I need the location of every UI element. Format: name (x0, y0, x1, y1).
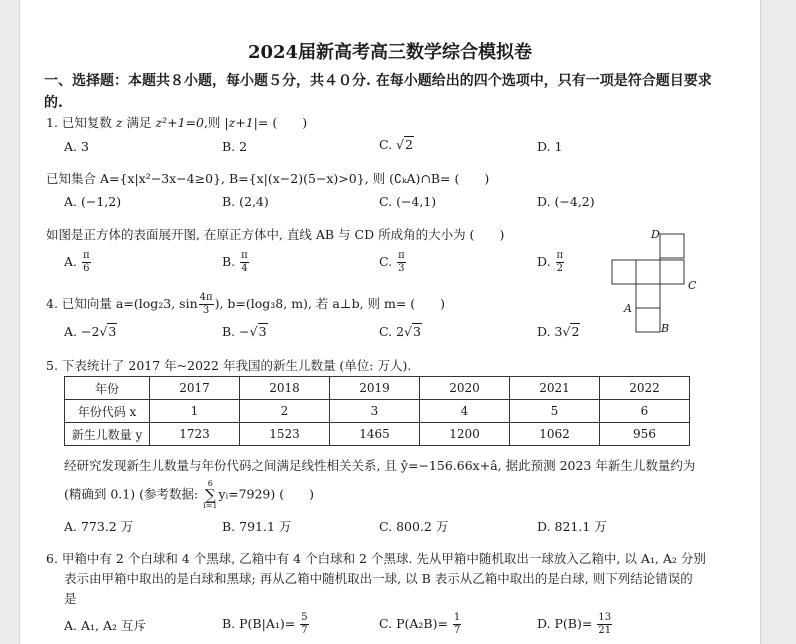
table-cell: 1062 (510, 423, 600, 446)
question-2: 已知集合 A={x|x²−3x−4≥0}, B={x|(x−2)(5−x)>0}, 则 (∁ₖA)∩B= ( ) (46, 171, 490, 186)
variable: z (115, 115, 123, 130)
question-number: 6. (46, 551, 58, 566)
denominator: 7 (301, 625, 308, 636)
question-1 (46, 113, 307, 131)
question-text: 已知向量 (61, 296, 112, 311)
option-d: D. (−4,2) (537, 194, 595, 209)
question-text: yᵢ=7929) ( ) (218, 486, 314, 502)
numerator: π (556, 250, 564, 261)
option-b: B. (2,4) (222, 194, 269, 209)
option-label: C. 2 (379, 324, 405, 339)
option-d: D. 3√2 (537, 324, 580, 339)
vertex-label-a: A (624, 302, 632, 315)
answer-paren: ( ) (272, 115, 308, 130)
numerator: 13 (598, 612, 612, 623)
sum-lower: i=1 (203, 501, 218, 510)
option-b: B. −√3 (222, 324, 267, 339)
data-table (64, 376, 690, 446)
option-label: C. (379, 254, 393, 269)
table-row (65, 423, 690, 446)
option-d: D. 821.1 万 (537, 519, 607, 534)
net-face (660, 234, 684, 258)
table-header-cell: 新生儿数量 y (65, 423, 150, 446)
option-label: B. (222, 254, 236, 269)
table-cell: 2018 (240, 377, 330, 400)
net-face (636, 308, 660, 332)
option-c: C. 800.2 万 (379, 519, 449, 534)
table-cell: 2020 (420, 377, 510, 400)
net-face (612, 260, 636, 284)
sum-upper: 6 (207, 479, 213, 488)
table-cell: 1723 (150, 423, 240, 446)
question-text: (精确到 0.1) (参考数据: (64, 486, 199, 502)
fraction (300, 612, 308, 637)
question-text: 甲箱中有 2 个白球和 4 个黑球, 乙箱中有 4 个白球和 2 个黑球. 先从甲箱中随机取出一球放入乙箱中, 以 A₁, A₂ 分别 (61, 551, 706, 566)
table-cell: 6 (600, 400, 690, 423)
table-cell: 1523 (240, 423, 330, 446)
denominator: 3 (202, 305, 210, 316)
radicand: 3 (108, 324, 117, 339)
option-c (379, 612, 462, 637)
option-c (379, 250, 407, 275)
option-label: A. (64, 254, 78, 269)
table-cell: 2019 (330, 377, 420, 400)
option-label: D. 3 (537, 324, 563, 339)
option-b: B. 791.1 万 (222, 519, 292, 534)
table-cell: 2021 (510, 377, 600, 400)
question-number: 5. (46, 358, 58, 373)
option-label: C. (379, 137, 393, 152)
table-header-cell: 年份 (65, 377, 150, 400)
option-label: B. P(B|A₁)= (222, 616, 296, 631)
option-c: C. (−4,1) (379, 194, 437, 209)
net-face (636, 260, 660, 284)
vector-a: a=(log₂3, sin (115, 296, 198, 311)
option-c: C. 2√3 (379, 324, 421, 339)
fraction (453, 612, 461, 637)
net-face (636, 284, 660, 308)
denominator: 21 (598, 625, 612, 636)
table-cell: 2 (240, 400, 330, 423)
option-a: A. A₁, A₂ 互斥 (64, 618, 146, 633)
question-text: 满足 (126, 115, 152, 130)
option-d: D. 1 (537, 139, 563, 154)
page-title: 2024届新高考高三数学综合模拟卷 (247, 42, 533, 63)
option-a: A. −2√3 (64, 324, 117, 339)
question-text: 经研究发现新生儿数量与年份代码之间满足线性相关关系, 且 ŷ=−156.66x+â, 据此预测 2023 年新生儿数量约为 (64, 458, 696, 473)
vertex-label-b: B (661, 322, 670, 335)
denominator: 4 (241, 263, 248, 274)
option-a: A. 773.2 万 (64, 519, 134, 534)
radicand: 2 (405, 137, 413, 152)
question-text: , 若 a⊥b, 则 m= ( ) (307, 296, 446, 311)
cube-net-figure (610, 228, 730, 340)
fraction (597, 612, 612, 637)
table-row (65, 377, 690, 400)
question-text: 4. (46, 296, 58, 311)
numerator: 5 (301, 612, 308, 623)
question-number: 1. (46, 115, 58, 130)
summation-symbol: 6 ∑ i=1 (203, 479, 218, 510)
option-b: B. 2 (222, 139, 248, 154)
question-5 (46, 356, 411, 374)
numerator: π (398, 250, 405, 261)
option-a (64, 250, 92, 275)
question-text: 是 (64, 591, 77, 606)
option-d (537, 612, 613, 637)
fraction (397, 250, 406, 275)
table-cell: 956 (600, 423, 690, 446)
option-b (222, 250, 250, 275)
fraction (199, 292, 214, 317)
option-c: C. √2 (379, 137, 413, 152)
vector-a-end: ), (214, 296, 224, 311)
radicand: 2 (571, 324, 580, 339)
table-header-cell: 年份代码 x (65, 400, 150, 423)
option-label: D. (537, 254, 551, 269)
table-cell: 2017 (150, 377, 240, 400)
question-4 (46, 292, 445, 317)
net-face (660, 260, 684, 284)
radicand: 3 (258, 324, 267, 339)
question-text (64, 480, 314, 510)
question-3: 如图是正方体的表面展开图, 在原正方体中, 直线 AB 与 CD 所成角的大小为 ( ) (46, 227, 505, 242)
denominator: 3 (398, 263, 405, 274)
denominator: 7 (453, 625, 461, 636)
exam-page (19, 0, 761, 644)
option-a: A. 3 (64, 139, 89, 154)
question-6 (46, 549, 706, 567)
table-cell: 2022 (600, 377, 690, 400)
expression: |z+1|= (224, 115, 269, 130)
vertex-label-c: C (688, 279, 697, 292)
option-b (222, 612, 310, 637)
vector-b: b=(log₃8, m) (227, 296, 308, 311)
table-cell: 3 (330, 400, 420, 423)
option-label: B. − (222, 324, 250, 339)
radicand: 3 (413, 324, 421, 339)
fraction (82, 250, 91, 275)
table-cell: 5 (510, 400, 600, 423)
equation: z²+1=0 (155, 115, 204, 130)
option-a: A. (−1,2) (64, 194, 122, 209)
denominator: 6 (83, 263, 90, 274)
option-label: C. P(A₂B)= (379, 616, 448, 631)
fraction (556, 250, 565, 275)
numerator: 1 (453, 612, 461, 623)
numerator: π (83, 250, 90, 261)
numerator: π (241, 250, 248, 261)
option-label: D. P(B)= (537, 616, 593, 631)
fraction (240, 250, 249, 275)
denominator: 2 (556, 263, 564, 274)
section-heading-cont: 的. (44, 95, 63, 111)
option-label: A. −2 (64, 324, 100, 339)
table-cell: 1465 (330, 423, 420, 446)
table-cell: 1 (150, 400, 240, 423)
table-row (65, 400, 690, 423)
question-text: 已知复数 (61, 115, 112, 130)
table-cell: 1200 (420, 423, 510, 446)
question-text: 下表统计了 2017 年~2022 年我国的新生儿数量 (单位: 万人). (61, 358, 412, 373)
numerator: 4π (199, 292, 213, 303)
option-d (537, 250, 565, 275)
question-text: 表示由甲箱中取出的是白球和黑球; 再从乙箱中随机取出一球, 以 B 表示从乙箱中取出的是白球, 则下列结论错误的 (64, 571, 693, 586)
vertex-label-d: D (651, 228, 660, 241)
table-cell: 4 (420, 400, 510, 423)
section-heading: 一、选择题：本题共８小题，每小题５分，共４０分. 在每小题给出的四个选项中，只有一项是符合题目要求 (44, 73, 712, 89)
question-text: ,则 (203, 115, 221, 130)
